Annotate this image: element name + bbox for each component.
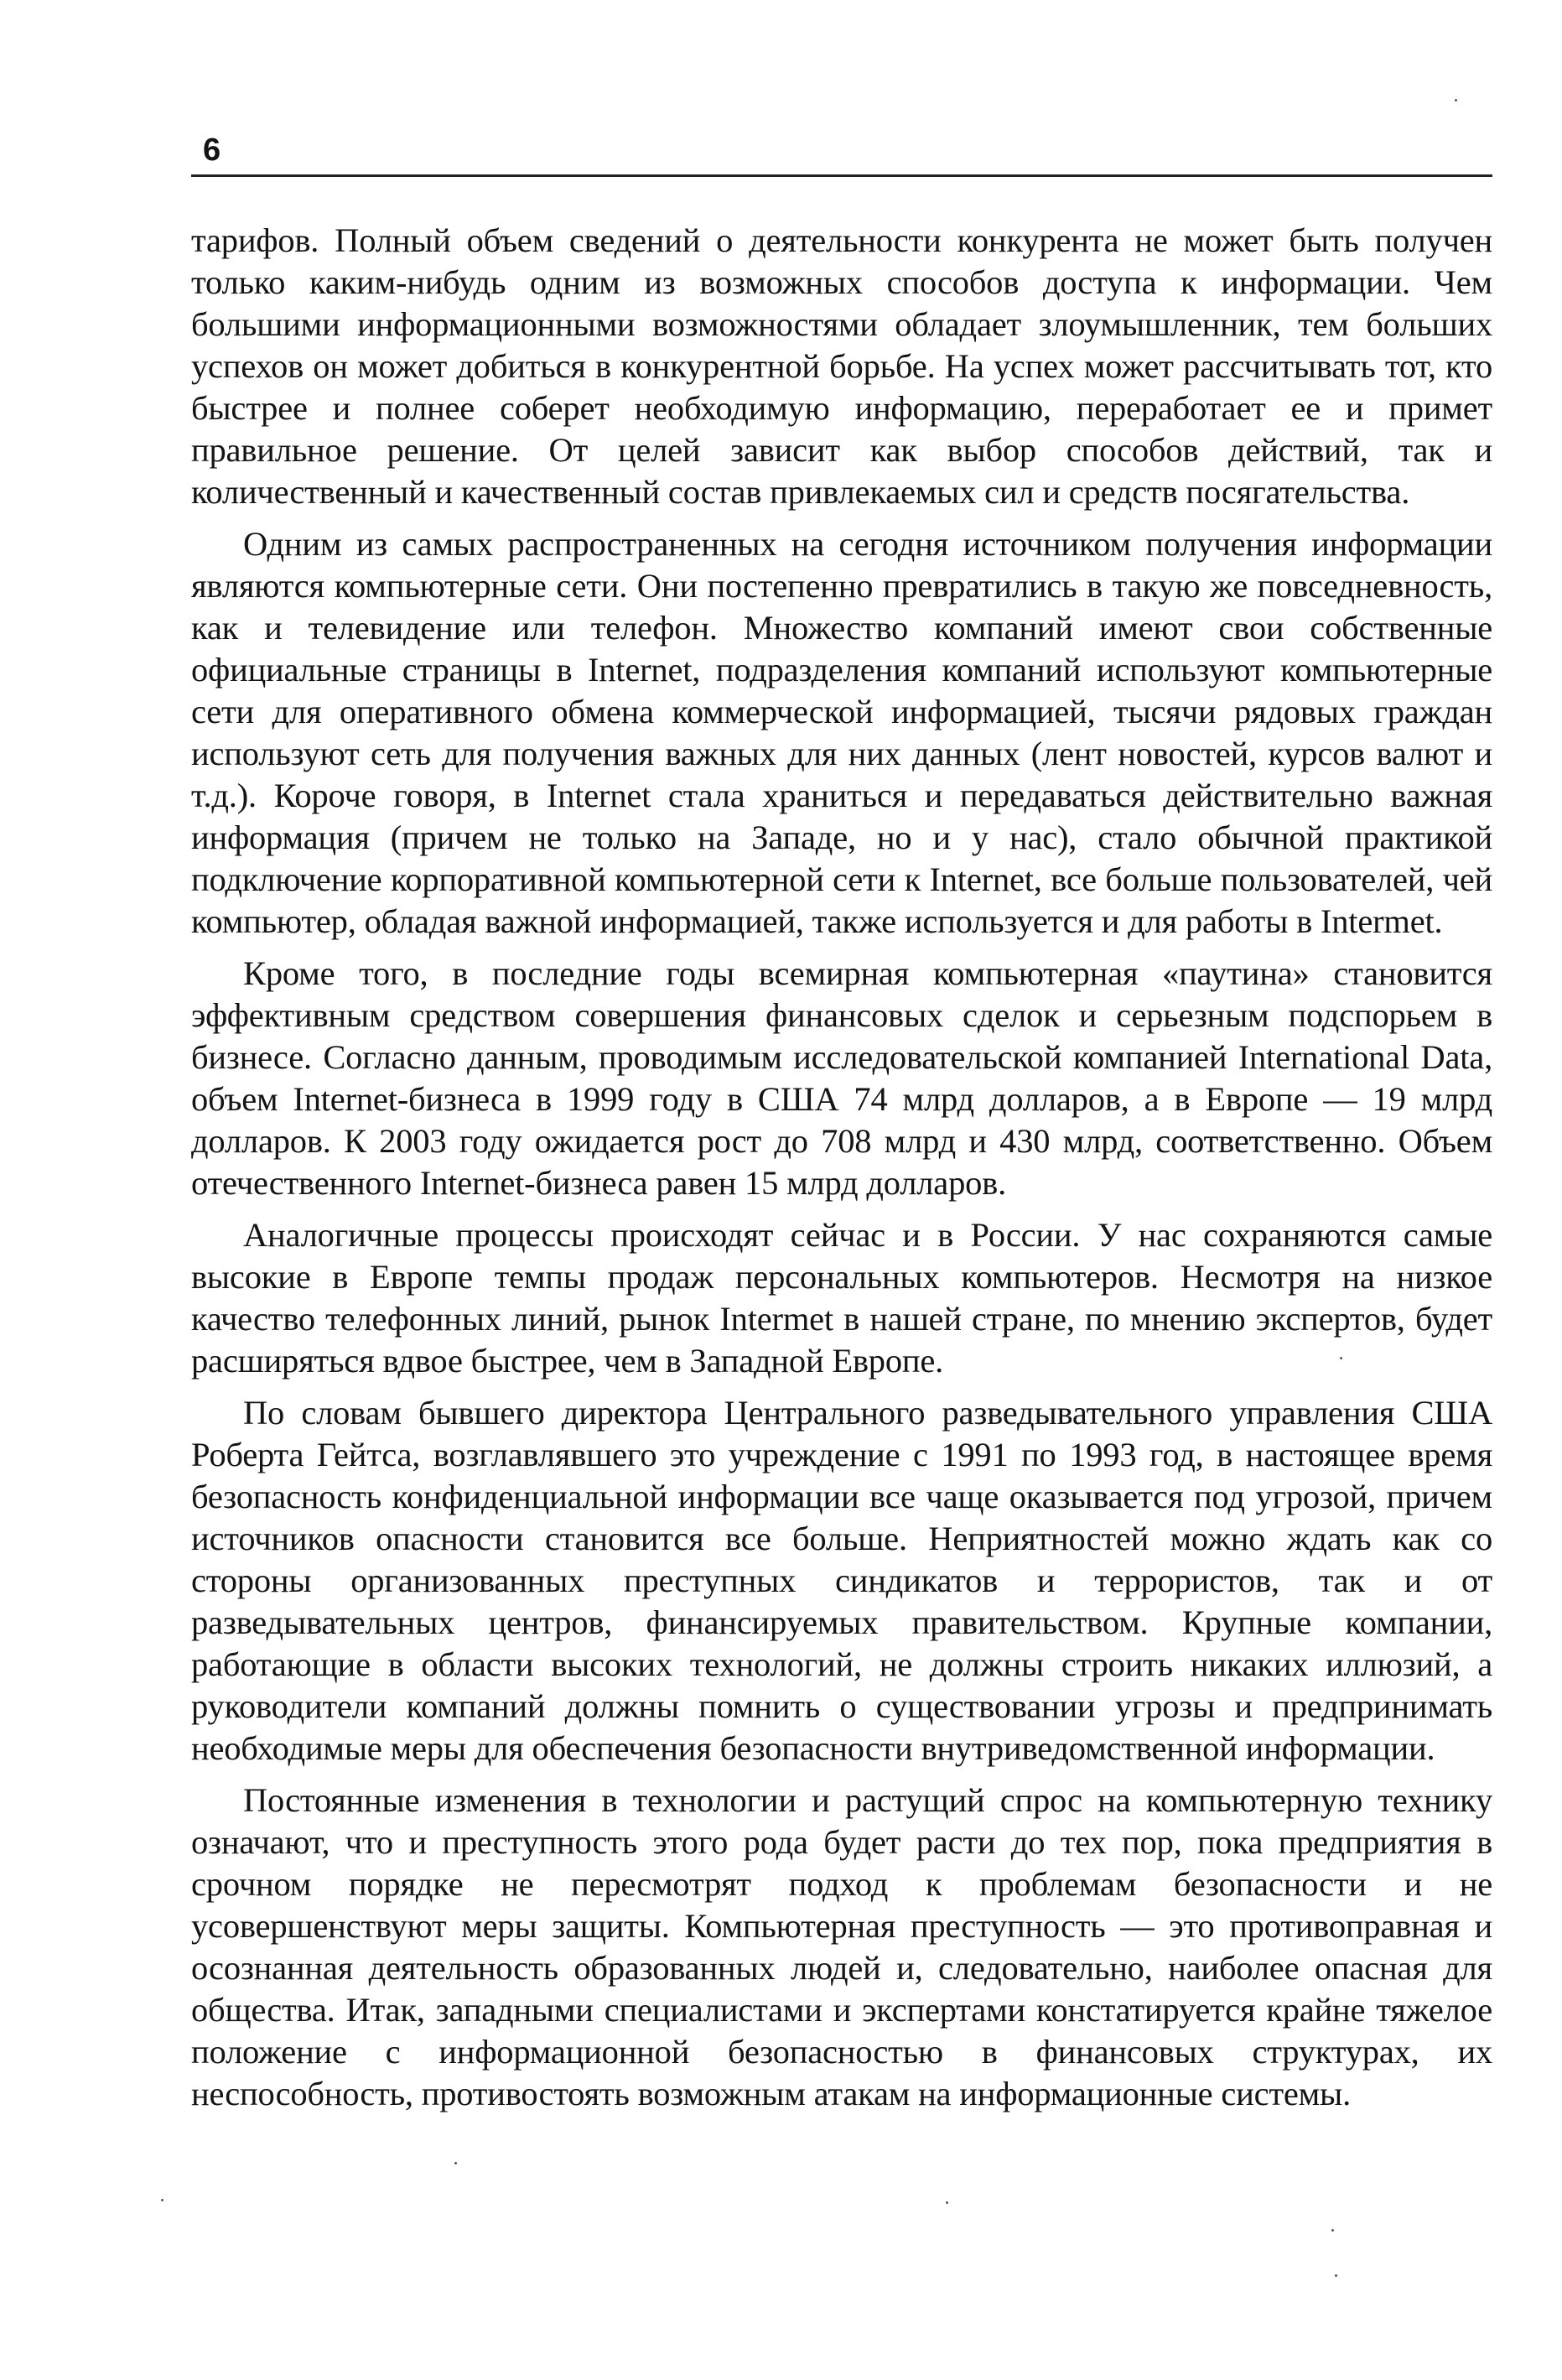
paragraph-6: Постоянные изменения в технологии и растущий спрос на компьютерную технику означают, что и преступность этого рода будет расти до тех пор, пока предприятия в срочном порядке не пересмотрят подход к проблемам безопасности и не усовершенствуют меры защиты. Компьютерная преступность — это противоправная и осознанная деятельность образованных людей и, следовательно, наиболее опасная для общества. Итак, западными специалистами и экспертами констатируется крайне тяжелое положение с информационной безопасностью в финансовых структурах, их неспособность, противостоять возможным атакам на информационные системы.: [191, 1781, 1492, 2112]
scan-speck: [1335, 2274, 1337, 2277]
paragraph-5: По словам бывшего директора Центрального разведывательного управления США Роберта Гейтса, возглавлявшего это учреждение с 1991 по 1993 год, в настоящее время безопасность конфиденциальной информации все чаще оказывается под угрозой, причем источников опасности становится все больше. Неприятностей можно ждать как со стороны организованных преступных синдикатов и террористов, так и от разведывательных центров, финансируемых правительством. Крупные компании, работающие в области высоких технологий, не должны строить никаких иллюзий, а руководители компаний должны помнить о существовании угрозы и предпринимать необходимые меры для обеспечения безопасности внутриведомственной информации.: [191, 1394, 1492, 1767]
body-text: [191, 220, 1492, 2125]
scan-speck: [161, 2199, 163, 2201]
paragraph-2: Одним из самых распространенных на сегодня источником получения информации являются компьютерные сети. Они постепенно превратились в такую же повседневность, как и телевидение или телефон. Множество компаний имеют свои собственные официальные страницы в Internet, подразделения компаний используют компьютерные сети для оперативного обмена коммерческой информацией, тысячи рядовых граждан используют сеть для получения важных для них данных (лент новостей, курсов валют и т.д.). Короче говоря, в Internet стала храниться и передаваться действительно важная информация (причем не только на Западе, но и у нас), стало обычной практикой подключение корпоративной компьютерной сети к Internet, все больше пользователей, чей компьютер, обладая важной информацией, также используется и для работы в Intermet.: [191, 525, 1492, 940]
paragraph-1: тарифов. Полный объем сведений о деятельности конкурента не может быть получен только каким-нибудь одним из возможных способов доступа к информации. Чем большими информационными возможностями обладает злоумышленник, тем больших успехов он может добиться в конкурентной борьбе. На успех может рассчитывать тот, кто быстрее и полнее соберет необходимую информацию, переработает ее и примет правильное решение. От целей зависит как выбор способов действий, так и количественный и качественный состав привлекаемых сил и средств посягательства.: [191, 221, 1492, 511]
scan-speck: [1340, 1357, 1342, 1359]
paragraph-3: Кроме того, в последние годы всемирная компьютерная «паутина» становится эффективным средством совершения финансовых сделок и серьезным подспорьем в бизнесе. Согласно данным, проводимым исследовательской компанией International Data, объем Internet-бизнеса в 1999 году в США 74 млрд долларов, а в Европе — 19 млрд долларов. К 2003 году ожидается рост до 708 млрд и 430 млрд, соответственно. Объем отечественного Internet-бизнеса равен 15 млрд долларов.: [191, 954, 1492, 1202]
page-number: 6: [203, 133, 221, 168]
paragraph-4: Аналогичные процессы происходят сейчас и в России. У нас сохраняются самые высокие в Европе темпы продаж персональных компьютеров. Несмотря на низкое качество телефонных линий, рынок Intermet в нашей стране, по мнению экспертов, будет расширяться вдвое быстрее, чем в Западной Европе.: [191, 1216, 1492, 1380]
scan-speck: [946, 2201, 948, 2204]
scan-speck: [454, 2162, 457, 2164]
scan-speck: [1331, 2229, 1334, 2232]
scan-speck: [1455, 99, 1457, 101]
header-rule: [191, 174, 1492, 177]
